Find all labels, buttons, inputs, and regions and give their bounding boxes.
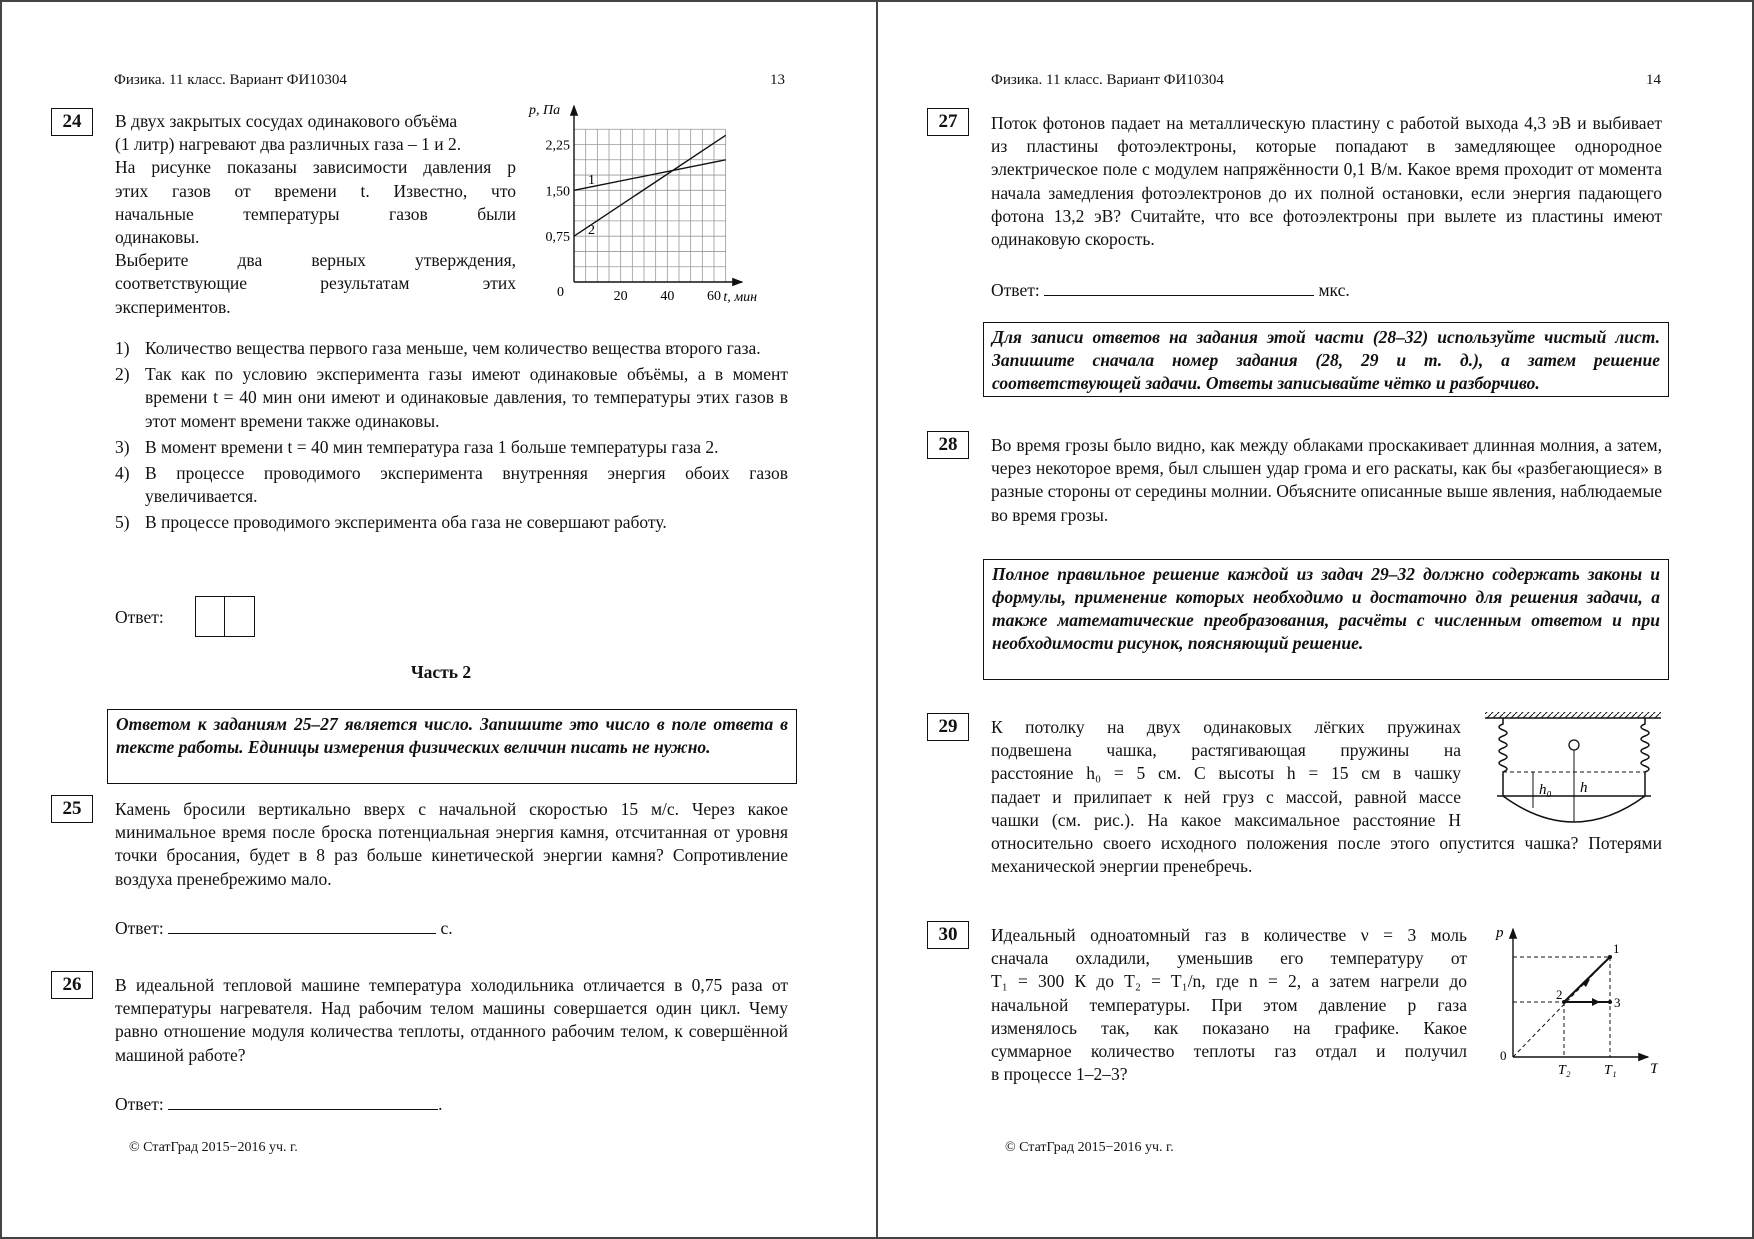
point-2-label: 2 [1556, 987, 1563, 1002]
q30-line: начальной температуры. При этом давление p газа [991, 994, 1467, 1015]
q27-text: Поток фотонов падает на металлическую пластину с работой выхода 4,3 эВ и выбивает из пластины фотоэлектроны, которые попадают в замедляющее однородное электрическое поле с модулем напряжённости 0,1 В/м. Какое время проходит от момента начала замедления фотоэлектронов до их полной остановки, если энергия падающего фотона 13,2 эВ? Считайте, что все фотоэлектроны при вылете из пластины имеют одинаковую скорость. [991, 113, 1662, 250]
x-tick-label: 20 [613, 289, 628, 304]
q25-text: Камень бросили вертикально вверх с начальной скоростью 15 м/с. Через какое минимальное время после броска потенциальная энергия камня, отсчитанная от уровня точки бросания, будет в 8 раз больше кинетической энергии камня? Сопротивление воздуха пренебрежимо мало. [115, 799, 788, 889]
load-weight [1569, 740, 1579, 750]
question-number-29: 29 [927, 713, 969, 741]
point-1-label: 1 [1613, 941, 1620, 956]
q24-line: На рисунке показаны зависимости давления p [115, 157, 516, 178]
page-header-title: Физика. 11 класс. Вариант ФИ10304 [991, 72, 1224, 88]
q24-option [115, 436, 788, 459]
footer-copyright: © СтатГрад 2015−2016 уч. г. [129, 1140, 298, 1155]
q30-text [991, 924, 1467, 1086]
chart-grid [574, 129, 726, 282]
q27-answer-field[interactable] [1044, 277, 1314, 296]
q24-line: этих газов от времени t. Известно, что [115, 180, 516, 201]
point-3-label: 3 [1614, 995, 1621, 1010]
q29-line: К потолку на двух одинаковых лёгких пружинах [991, 717, 1461, 737]
option-number: 5) [115, 512, 130, 533]
series-label-1: 1 [588, 173, 595, 189]
x-tick-label: 60 [707, 289, 721, 304]
q30-line: T₁ = 300 К до T₂ = T₁/n, где n = 2, а затем нагрели до [991, 971, 1467, 992]
q30-pT-diagram [1478, 917, 1658, 1077]
q24-option [115, 363, 788, 433]
series-label-2: 2 [588, 222, 595, 238]
p-axis-label: p [1496, 925, 1504, 941]
q24-answer-cell-1[interactable] [195, 596, 225, 637]
q30-line: Идеальный одноатомный газ в количестве ν = 3 моль [991, 925, 1467, 945]
q29-line: падает и прилипает к ней груз с массой, равной массе [991, 786, 1461, 807]
point-1 [1608, 955, 1612, 959]
question-number-27: 27 [927, 108, 969, 136]
option-number: 3) [115, 436, 130, 457]
part-2-title: Часть 2 [410, 662, 472, 682]
q24-line: (1 литр) нагревают два различных газа – 1 и 2. [115, 134, 462, 155]
q24-line: экспериментов. [115, 296, 231, 317]
arrow-2-3 [1592, 998, 1600, 1006]
q28-text: Во время грозы было видно, как между облаками проскакивает длинная молния, а затем, через некоторое время, был слышен удар грома и его раскаты, как бы «разбегающиеся» в разные стороны от середины молнии. Объясните описанные выше явления, наблюдаемые во время грозы. [991, 435, 1662, 525]
point-3 [1608, 1000, 1612, 1004]
q25-answer [115, 915, 453, 940]
process-1-2 [1564, 957, 1610, 1002]
q24-line: начальные температуры газов были [115, 203, 516, 224]
origin-label: 0 [557, 285, 564, 300]
q29-text-tail: относительно своего исходного положения после этого опустится чашка? Потерями механической энергии пренебречь. [991, 833, 1662, 877]
q29-line: чашки (см. рис.). На какое максимальное расстояние H [991, 809, 1461, 830]
answer-label: Ответ: [991, 280, 1040, 300]
question-number-30: 30 [927, 921, 969, 949]
answer-label: Ответ: [115, 918, 164, 938]
h0-label: h₀ [1539, 782, 1552, 798]
q24-line: Выберите два верных утверждения, [115, 250, 516, 271]
y-tick-label: 2,25 [545, 138, 570, 154]
y-tick-label: 0,75 [545, 230, 570, 246]
q24-line: соответствующие результатам этих [115, 273, 516, 294]
answer-label: Ответ: [115, 1094, 164, 1114]
q26-answer-field[interactable] [168, 1091, 438, 1110]
q30-line: в процессе 1–2–3? [991, 1064, 1128, 1085]
point-2 [1562, 1000, 1566, 1004]
q30-line: суммарное количество теплоты газ отдал и получил [991, 1041, 1467, 1062]
x-tick-label: 40 [660, 289, 675, 304]
footer-copyright: © СтатГрад 2015−2016 уч. г. [1005, 1140, 1174, 1155]
q30-line: изменялось так, как показано на графике. Какое [991, 1017, 1467, 1038]
x-axis-label: t, мин [723, 290, 758, 305]
y-axis-label: p, Па [529, 103, 561, 118]
part-instruction-29-32: Полное правильное решение каждой из задач 29–32 должно содержать законы и формулы, применение которых необходимо и достаточно для решения задачи, а также математические преобразования, расчёты с численным ответом и при необходимости рисунок, поясняющий решение. [983, 559, 1669, 680]
right-spring [1641, 718, 1649, 796]
q24-options [115, 337, 788, 538]
q29-spring-cup-figure [1485, 708, 1665, 830]
q24-answer-label: Ответ: [115, 607, 164, 627]
option-number: 2) [115, 364, 130, 385]
option-number: 1) [115, 338, 130, 358]
part-instruction-28-32: Для записи ответов на задания этой части (28–32) используйте чистый лист. Запишите сначала номер задания (28, 29 и т. д.), а затем решение соответствующей задачи. Ответы записывайте чётко и разборчиво. [983, 322, 1669, 397]
q24-line: В двух закрытых сосудах одинакового объёма [115, 111, 458, 131]
T1-label: T₁ [1604, 1063, 1617, 1077]
question-number-24: 24 [51, 108, 93, 136]
question-number-26: 26 [51, 971, 93, 999]
q24-text [115, 110, 516, 319]
q24-option [115, 337, 788, 360]
h-label: h [1580, 780, 1588, 796]
option-text: В процессе проводимого эксперимента внутренняя энергия обоих газов увеличивается. [145, 463, 788, 507]
page-number: 13 [770, 72, 785, 88]
q26-answer [115, 1091, 442, 1116]
part-2-instruction: Ответом к заданиям 25–27 является число. Запишите это число в поле ответа в тексте работы. Единицы измерения физических величин писать не нужно. [107, 709, 797, 784]
q29-line: расстояние h₀ = 5 см. С высоты h = 15 см в чашку [991, 763, 1461, 784]
option-text: В процессе проводимого эксперимента оба газа не совершают работу. [145, 512, 667, 533]
q27-answer [991, 277, 1350, 302]
y-tick-label: 1,50 [545, 184, 570, 200]
option-text: В момент времени t = 40 мин температура газа 1 больше температуры газа 2. [145, 436, 719, 457]
ceiling-hatch [1485, 712, 1661, 718]
page-14 [876, 0, 1754, 1239]
T-axis-label: T [1650, 1061, 1658, 1077]
answer-unit: . [438, 1094, 443, 1114]
q24-pressure-time-chart [522, 102, 792, 337]
q24-option [115, 462, 788, 508]
q29-text [991, 716, 1461, 832]
q24-line: одинаковы. [115, 227, 200, 248]
option-text: Количество вещества первого газа меньше, чем количество вещества второго газа. [145, 338, 761, 358]
q25-answer-field[interactable] [168, 915, 436, 934]
page-header-title: Физика. 11 класс. Вариант ФИ10304 [114, 72, 347, 88]
left-spring [1499, 718, 1507, 796]
q24-answer-cell-2[interactable] [224, 596, 255, 637]
question-number-28: 28 [927, 431, 969, 459]
T2-label: T₂ [1558, 1063, 1571, 1077]
page-number: 14 [1646, 72, 1661, 88]
q30-line: сначала охладили, уменьшив его температуру от [991, 948, 1467, 969]
option-number: 4) [115, 463, 130, 484]
question-number-25: 25 [51, 795, 93, 823]
answer-unit: мкс. [1318, 280, 1350, 300]
q29-line: подвешена чашка, растягивающая пружины на [991, 740, 1461, 761]
option-text: Так как по условию эксперимента газы имеют одинаковые объёмы, а в момент времени t = 40 мин они имеют и одинаковые давления, то температуры этих газов в этот момент времени также одинаковы. [145, 364, 788, 431]
q24-option [115, 511, 788, 534]
origin-label: 0 [1500, 1048, 1507, 1063]
q26-text: В идеальной тепловой машине температура холодильника отличается в 0,75 раза от температуры нагревателя. Над рабочим телом машины совершается один цикл. Чему равно отношение модуля количества теплоты, отданного рабочим телом, к совершённой машиной работе? [115, 975, 788, 1065]
answer-unit: с. [440, 918, 453, 938]
